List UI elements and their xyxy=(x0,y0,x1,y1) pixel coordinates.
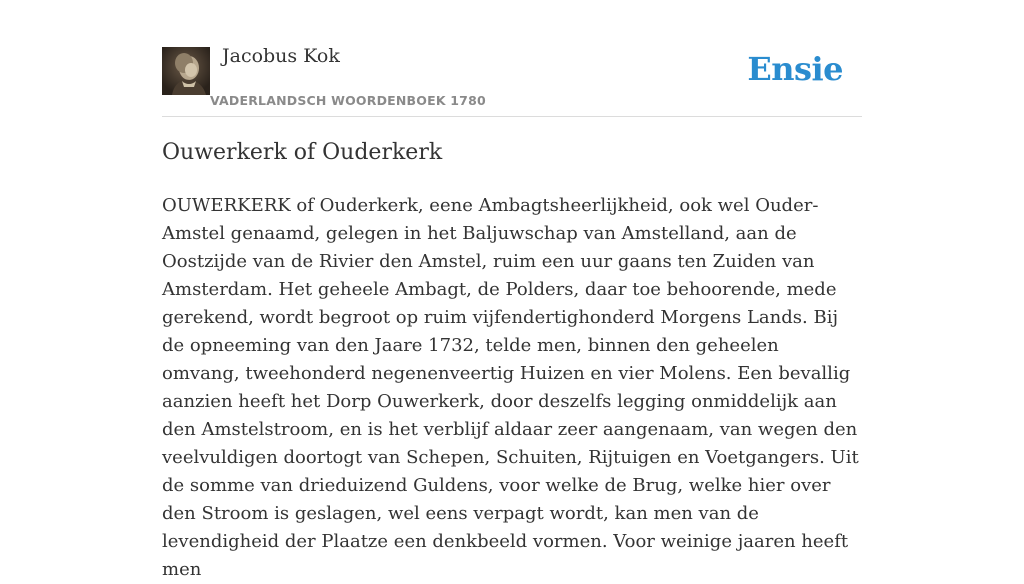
source-label[interactable]: VADERLANDSCH WOORDENBOEK 1780 xyxy=(210,93,486,108)
brand-logo[interactable]: Ensie xyxy=(747,50,843,88)
portrait-avatar-icon xyxy=(162,47,210,95)
author-name[interactable]: Jacobus Kok xyxy=(222,45,340,67)
article-title: Ouwerkerk of Ouderkerk xyxy=(162,140,443,165)
author-avatar[interactable] xyxy=(162,47,210,95)
article-body: OUWERKERK of Ouderkerk, eene Ambagtsheerlijkheid, ook wel Ouder-Amstel genaamd, gelegen in het Baljuwschap van Amstelland, aan de Oostzijde van de Rivier den Amstel, ruim een uur gaans ten Zuiden van Amsterdam. Het geheele Ambagt, de Polders, daar toe behoorende, mede gerekend, wordt begroot op ruim vijfendertighonderd Morgens Lands. Bij de opneeming van den Jaare 1732, telde men, binnen den geheelen omvang, tweehonderd negenenveertig Huizen en vier Molens. Een bevallig aanzien heeft het Dorp Ouwerkerk, door deszelfs legging onmiddelijk aan den Amstelstroom, en is het verblijf aldaar zeer aangenaam, van wegen den veelvuldigen doortogt van Schepen, Schuiten, Rijtuigen en Voetgangers. Uit de somme van drieduizend Guldens, voor welke de Brug, welke hier over den Stroom is geslagen, wel eens verpagt wordt, kan men van de levendigheid der Plaatze een denkbeeld vormen. Voor weinige jaaren heeft men xyxy=(162,195,859,580)
header xyxy=(162,0,862,117)
